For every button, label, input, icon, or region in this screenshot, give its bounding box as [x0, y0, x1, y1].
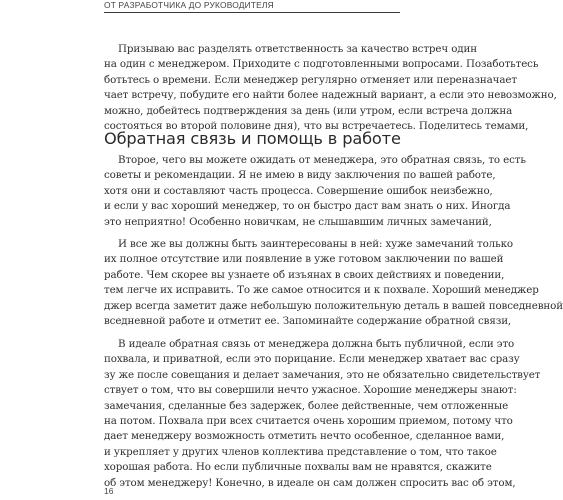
text-line: об этом менеджеру! Конечно, в идеале он сам должен спросить вас об этом, [104, 476, 516, 489]
text-line: дает менеджеру возможность отметить нечто особенное, сделанное вами, [104, 430, 505, 443]
text-line: и если у вас хороший менеджер, то он быстро даст вам знать о них. Иногда [104, 200, 511, 213]
text-line: ботьтесь о времени. Если менеджер регулярно отменяет или переназначает [104, 73, 517, 86]
text-line: чает встречу, побудите его найти более надежный вариант, а если это невозможно, [104, 89, 557, 102]
paragraph-feedback-ideal [104, 337, 541, 491]
text-line: хорошая работа. Но если публичные похвалы вам не нравятся, скажите [104, 461, 492, 474]
text-line: тем легче их исправить. То же самое относится и к похвале. Хороший менеджер [104, 284, 539, 297]
text-line: на один с менеджером. Приходите с подготовленными вопросами. Позаботьтесь [104, 58, 539, 71]
text-line: на потом. Похвала при всех считается очень хорошим приемом, потому что [104, 414, 513, 427]
text-line: можно, добейтесь подтверждения за день (или утром, если встреча должна [104, 104, 513, 117]
text-line: замечания, сделанные без задержек, более действенные, чем отложенные [104, 399, 509, 412]
text-line: И все же вы должны быть заинтересованы в ней: хуже замечаний только [118, 238, 513, 250]
text-line: и укрепляет у других членов коллектива представление о том, что такое [104, 445, 497, 458]
text-line: работе. Чем скорее вы узнаете об изъянах в своих действиях и поведении, [104, 268, 505, 281]
text-line: похвала, и приватной, если это порицание. Если менеджер хватает вас сразу [104, 353, 520, 366]
text-line: хотя они и составляют часть процесса. Совершение ошибок неизбежно, [104, 184, 493, 197]
text-line: их полное отсутствие или появление в уже готовом заключении по вашей [104, 253, 504, 266]
paragraph-feedback-intro [104, 153, 526, 230]
text-line: состояться во второй половине дня), что вы встречаетесь. Поделитесь темами, [104, 119, 529, 132]
text-line: Призываю вас разделять ответственность за качество встреч один [118, 43, 477, 55]
text-line: это неприятно! Особенно новичкам, не слышавшим личных замечаний, [104, 215, 492, 228]
page-number: 16 [104, 486, 114, 496]
text-line: В идеале обратная связь от менеджера должна быть публичной, если это [118, 338, 515, 350]
paragraph-meetings [104, 42, 557, 134]
text-line: ствует о том, что вы совершили нечто ужасное. Хорошие менеджеры знают: [104, 384, 517, 397]
text-line: джер всегда заметит даже небольшую положительную деталь в вашей повседневной [104, 299, 563, 312]
paragraph-feedback-interest [104, 237, 563, 329]
text-line: советы и рекомендации. Я не имею в виду заключения по вашей работе, [104, 169, 496, 182]
header-rule [104, 12, 400, 13]
text-line: Второе, чего вы можете ожидать от менеджера, это обратная связь, то есть [118, 154, 526, 166]
text-line: зу же после совещания и делает замечания, это не обязательно свидетельствует [104, 368, 541, 381]
text-line: вседневной работе и отметит ее. Запоминайте содержание обратной связи, [104, 314, 512, 327]
running-header: ОТ РАЗРАБОТЧИКА ДО РУКОВОДИТЕЛЯ [104, 0, 274, 10]
section-heading: Обратная связь и помощь в работе [104, 129, 401, 148]
